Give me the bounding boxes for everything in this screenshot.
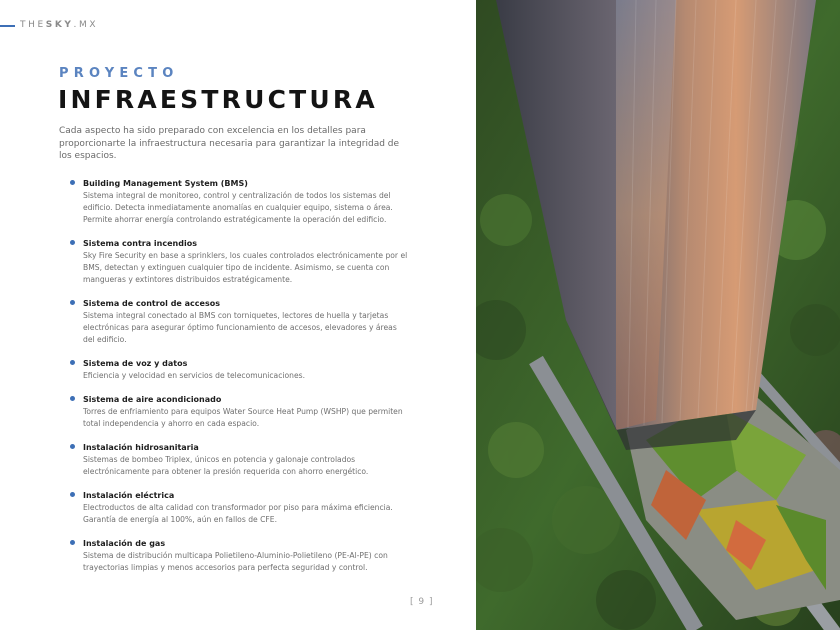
brand-bold: SKY [45, 20, 74, 30]
feature-description: Sistema de distribución multicapa Polietileno-Aluminio-Polietileno (PE-Al-PE) con trayectorias limpias y menos accesorios para perfecta seguridad y control. [83, 551, 388, 572]
feature-item [70, 394, 410, 430]
bullet-icon [70, 300, 75, 305]
feature-item [70, 442, 410, 478]
feature-description: Eficiencia y velocidad en servicios de telecomunicaciones. [83, 371, 305, 380]
brand-logo[interactable] [20, 20, 98, 30]
bullet-icon [70, 396, 75, 401]
feature-item [70, 490, 410, 526]
bullet-icon [70, 240, 75, 245]
bullet-icon [70, 360, 75, 365]
bullet-icon [70, 444, 75, 449]
brand-suffix: .MX [73, 20, 99, 30]
feature-title: Sistema de control de accesos [83, 299, 220, 308]
section-kicker: PROYECTO [59, 66, 179, 81]
feature-title: Sistema contra incendios [83, 239, 197, 248]
feature-item [70, 358, 410, 382]
feature-item [70, 178, 410, 226]
page-title: INFRAESTRUCTURA [58, 85, 378, 114]
feature-item [70, 238, 410, 286]
feature-item [70, 298, 410, 346]
feature-item [70, 538, 410, 574]
page-number: [ 9 ] [410, 597, 434, 607]
feature-title: Building Management System (BMS) [83, 179, 248, 188]
feature-description: Sistema integral de monitoreo, control y centralización de todos los sistemas del edificio. Detecta inmediatamente anomalías en cualquier equipo, sistema o área. Permite ahorrar energía controlando estratégicamente la operación del edificio. [83, 191, 393, 224]
feature-description: Torres de enfriamiento para equipos Water Source Heat Pump (WSHP) que permiten total independencia y ahorro en cada espacio. [83, 407, 403, 428]
feature-description: Sistemas de bombeo Triplex, únicos en potencia y galonaje controlados electrónicamente para obtener la presión requerida con ahorro energético. [83, 455, 369, 476]
tower-aerial-photo [476, 0, 840, 630]
feature-title: Instalación hidrosanitaria [83, 443, 199, 452]
brand-bar [0, 25, 15, 27]
feature-title: Sistema de aire acondicionado [83, 395, 222, 404]
bullet-icon [70, 540, 75, 545]
feature-title: Instalación eléctrica [83, 491, 175, 500]
feature-description: Electroductos de alta calidad con transformador por piso para máxima eficiencia. Garantía de energía al 100%, aún en fallos de CFE. [83, 503, 393, 524]
intro-paragraph: Cada aspecto ha sido preparado con excelencia en los detalles para proporcionarte la infraestructura necesaria para garantizar la integridad de los espacios. [59, 126, 400, 161]
feature-title: Sistema de voz y datos [83, 359, 188, 368]
bullet-icon [70, 492, 75, 497]
feature-title: Instalación de gas [83, 539, 166, 548]
bullet-icon [70, 180, 75, 185]
brand-light: THE [20, 20, 46, 30]
feature-description: Sky Fire Security en base a sprinklers, los cuales controlados electrónicamente por el BMS, detectan y extinguen cualquier tipo de incidente. Asimismo, se cuenta con mangueras y extintores distribuidos estratégicamente. [83, 251, 408, 284]
features-list [70, 178, 410, 586]
feature-description: Sistema integral conectado al BMS con torniquetes, lectores de huella y tarjetas electrónicas para asegurar óptimo funcionamiento de accesos, elevadores y áreas del edificio. [83, 311, 397, 344]
